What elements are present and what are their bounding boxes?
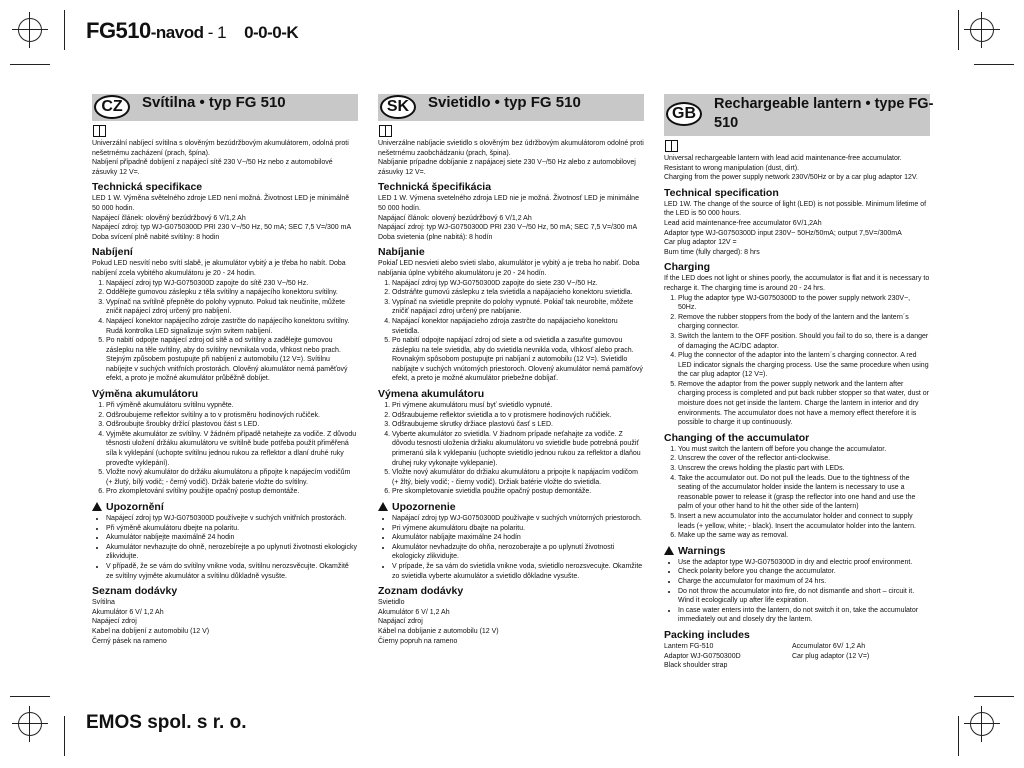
warning-title: Warnings <box>678 544 726 557</box>
section-header-cz <box>92 94 358 121</box>
spec-line: Napájecí zdroj: typ WJ-G0750300D PRI 230 V~/50 Hz, 50 mA; SEC 7,5 V=/300 mA <box>92 224 352 232</box>
charging-heading: Charging <box>664 261 711 274</box>
warning-list <box>378 514 644 581</box>
intro-text: Universal rechargeable lantern with lead acid maintenance-free accumulator. Resistant to wrong manipulation (dust, dirt). <box>664 155 902 172</box>
charging-heading: Nabíjení <box>92 246 133 259</box>
list-item: 6. Pro zkompletování svítilny použijte opačný postup demontáže. <box>106 487 358 497</box>
list-item: 3. Vypínač na svietidle prepnite do polohy vypnuté. Pokiaľ tak neurobíte, môžete zničiť napájací zdroj určený pre nabíjanie. <box>392 298 644 317</box>
spec-line: LED 1 W. Výmena svetelného zdroja LED nie je možná. Životnosť LED je minimálne 50 000 hodín. <box>378 195 639 212</box>
section-header-gb <box>664 94 934 136</box>
intro-text: Univerzální nabíjecí svítilna s olověným bezúdržbovým akumulátorem, odolná proti nešetrnému zacházení (prach, špína). <box>92 140 349 157</box>
warning-heading <box>92 501 358 513</box>
list-item: • Pri výmene akumulátoru dbajte na polaritu. <box>392 524 644 534</box>
battery-heading: Výměna akumulátoru <box>92 388 199 401</box>
column-cz <box>92 94 358 646</box>
package-item: Svítilna <box>92 599 115 607</box>
spec-heading: Technická špecifikácia <box>378 181 492 194</box>
intro-text: Charging from the power supply network 230V/50Hz or by a car plug adaptor 12V. <box>664 174 918 182</box>
model-name: FG510 <box>86 18 151 43</box>
crop-line <box>10 696 50 697</box>
book-icon <box>665 140 678 152</box>
intro-text: Univerzálne nabíjacie svietidlo s olověným bez údržbovým akumulátorom odolné proti nešetrnému zaobchádzaniu (prach, špina). <box>378 140 644 157</box>
spec-line: Doba svietenia (plne nabitá): 8 hodín <box>378 233 493 241</box>
package-heading: Seznam dodávky <box>92 585 178 598</box>
crop-line <box>64 10 65 50</box>
lang-badge-cz: CZ <box>94 95 130 119</box>
list-item: 5. Remove the adaptor from the power supply network and the lantern after charging process is completed and put back rubber stopper so that water, dust or moisture does not get inside the lantern. Charge the lantern in interior and dry environments. The accumulator does not have a memory effect therefore it is possible to charge it up continuously. <box>678 380 930 428</box>
list-item: • V případě, že se vám do svítilny vnikne voda, svítilnu nerozsvěcujte. Okamžitě ze svítilny vyjměte akumulátor a svítilnu důkladně vysušte. <box>106 562 358 581</box>
warning-icon <box>378 502 388 511</box>
package-item: Napájací zdroj <box>378 618 423 626</box>
list-item: 3. Odšraubujeme skrutky držiace plastovú časť s LED. <box>392 420 644 430</box>
section-header-sk <box>378 94 644 121</box>
list-item: • Charge the accumulator for maximum of 24 hrs. <box>678 577 930 587</box>
package-item: Napájecí zdroj <box>92 618 137 626</box>
list-item: 5. Vložte nový akumulátor do držiaku akumulátoru a pripojte k napájacím vodičom (+ žltý, biely vodič; - čierny vodič). Držiak batérie vložte do svietidla. <box>392 468 644 487</box>
package-heading: Packing includes <box>664 628 750 641</box>
warning-heading <box>664 545 930 557</box>
list-item: 1. Plug the adaptor type WJ-G0750300D to the power supply network 230V~, 50Hz. <box>678 294 930 313</box>
package-item: Kábel na dobíjanie z automobilu (12 V) <box>378 627 499 635</box>
package-item: Black shoulder strap <box>664 662 728 670</box>
spec-line: Napájecí článek: olověný bezúdržbový 6 V/1,2 Ah <box>92 214 246 222</box>
list-item: 1. Napájací zdroj typ WJ-G0750300D zapojte do siete 230 V~/50 Hz. <box>392 279 644 289</box>
list-item: 3. Odšroubujte šroubky držící plastovou část s LED. <box>106 420 358 430</box>
lang-badge-sk: SK <box>380 95 416 119</box>
lang-badge-gb: GB <box>666 102 702 126</box>
list-item: 1. Napájecí zdroj typ WJ-G0750300D zapojte do sítě 230 V~/50 Hz. <box>106 279 358 289</box>
list-item: 2. Unscrew the cover of the reflector anti-clockwise. <box>678 454 930 464</box>
spec-line: Lead acid maintenance-free accumulator 6V/1,2Ah <box>664 219 822 227</box>
title-suffix: -navod <box>150 23 204 42</box>
list-item: 1. Při výměně akumulátoru svítilnu vypněte. <box>106 401 358 411</box>
warning-list <box>664 558 930 625</box>
list-item: • Napájecí zdroj typ WJ-G0750300D používejte v suchých vnitřních prostorách. <box>106 514 358 524</box>
spec-line: Napájací zdroj: typ WJ-G0750300D PRI 230 V~/50 Hz, 50 mA; SEC 7,5 V=/300 mA <box>378 224 638 232</box>
page-title <box>86 18 298 44</box>
list-item: 1. Pri výmene akumulátoru musí byť svietidlo vypnuté. <box>392 401 644 411</box>
list-item: • Do not throw the accumulator into fire, do not dismantle and short – circuit it. Wind it ecologically up after life expiration. <box>678 587 930 606</box>
list-item: • Při výměně akumulátoru dbejte na polaritu. <box>106 524 358 534</box>
list-item: 3. Unscrew the crews holding the plastic part with LEDs. <box>678 464 930 474</box>
list-item: 2. Remove the rubber stoppers from the body of the lantern and the lantern´s charging connector. <box>678 313 930 332</box>
charging-intro: Pokud LED nesvítí nebo svítí slabě, je akumulátor vybitý a je třeba ho nabít. Doba nabíjení zcela vybitého akumulátoru je 20 - 24 hodin. <box>92 260 346 277</box>
registration-mark-top-left <box>12 12 48 48</box>
package-col-left <box>664 642 792 671</box>
crop-line <box>958 10 959 50</box>
package-item: Akumulátor 6 V/ 1,2 Ah <box>92 608 164 616</box>
crop-line <box>974 64 1014 65</box>
doc-code: 0-0-0-K <box>244 23 299 42</box>
list-item: 4. Napájací konektor napájacieho zdroja zastrčte do napájacieho konektoru svietidla. <box>392 317 644 336</box>
battery-steps <box>664 445 930 541</box>
spec-line: Adaptor type WJ-G0750300D input 230V~ 50Hz/50mA; output 7,5V=/300mA <box>664 229 902 237</box>
package-item: Černý pásek na rameno <box>92 637 167 645</box>
battery-steps <box>92 401 358 497</box>
charging-steps <box>378 279 644 385</box>
spec-heading: Technical specification <box>664 186 779 199</box>
list-item: 5. Po nabití odpojte napájecí zdroj od sítě a od svítilny a zadělejte gumovou záslepku na těle svítilny, aby do svítilny nevnikala voda, vlhkost nebo prach. Stejným způsobem postupujte při nabíjení z automobilu (12 V=). Svítilnu nabíjejte v suchých vnitřních prostorách. Olověný akumulátor nemá paměťový efekt, a proto je možné akumulátor průběžně dobíjet. <box>106 336 358 384</box>
package-col-right <box>792 642 920 671</box>
spec-line: Burn time (fully charged): 8 hrs <box>664 248 760 256</box>
charging-steps <box>664 294 930 428</box>
intro-text: Nabíjanie prípadne dobíjanie z napájacej siete 230 V~/50 Hz alebo z automobilovej zásuvky 12 V=. <box>378 159 636 176</box>
list-item: • Akumulátor nevhadzujte do ohňa, nerozoberajte a po uplynutí životnosti ekologicky zlikvidujte. <box>392 543 644 562</box>
warning-title: Upozornění <box>106 501 164 513</box>
charging-heading: Nabíjanie <box>378 246 425 259</box>
list-item: 5. Vložte nový akumulátor do držáku akumulátoru a připojte k napájecím vodičům (+ žlutý, bílý vodič; - černý vodič). Držák baterie vložte do svítilny. <box>106 468 358 487</box>
list-item: • Check polarity before you change the accumulator. <box>678 567 930 577</box>
charging-intro: If the LED does not light or shines poorly, the accumulator is flat and it is necessary to recharge it. The charging time is around 20 - 24 hrs. <box>664 275 930 292</box>
list-item: 5. Po nabití odpojte napájací zdroj od siete a od svietidla a zasuňte gumovou záslepku na tele svietidla, aby do svietidla nevnikla voda, vlhkosť alebo prach. Rovnakým spôsobom postupujte pri nabíjaní z automobilu (12 V=). Svietidlo nabíjajte v suchých vnútorných priestoroch. Olovený akumulátor nemá pamäťový efekt, a preto je možné akumulátor priebežne dobíjať. <box>392 336 644 384</box>
list-item: 4. Vyberte akumulátor zo svietidla. V žiadnom prípade neťahajte za vodiče. Z dôvodu tesnosti uloženia držiaku akumulátoru vo svietidle bude potrebná použiť primeranú sila k vyklepaniu (uchopte svietidlo jednou rukou za reflektor a dlaňou druhej ruky vykonajte vyklepanie). <box>392 430 644 468</box>
battery-steps <box>378 401 644 497</box>
list-item: 3. Vypínač na svítilně přepněte do polohy vypnuto. Pokud tak neučiníte, můžete zničit napájecí zdroj určený pro nabíjení. <box>106 298 358 317</box>
list-item: 2. Oddělejte gumovou záslepku z těla svítilny a napájecího konektoru svítilny. <box>106 288 358 298</box>
list-item: • Akumulátor nabíjajte maximálne 24 hodín <box>392 533 644 543</box>
list-item: 4. Plug the connector of the adaptor into the lantern´s charging connector. A red LED indicator signals the charging process. Use the same procedure when using the car plug adaptor (12 V=). <box>678 351 930 380</box>
section-title-gb: Rechargeable lantern • type FG-510 <box>714 96 934 131</box>
section-title-sk: Svietidlo • typ FG 510 <box>428 94 581 111</box>
spec-heading: Technická specifikace <box>92 181 203 194</box>
section-title-cz: Svítilna • typ FG 510 <box>142 94 286 111</box>
list-item: • In case water enters into the lantern, do not switch it on, take the accumulator immediately out and closely dry the lantern. <box>678 606 930 625</box>
package-heading: Zoznam dodávky <box>378 585 464 598</box>
column-sk <box>378 94 644 646</box>
package-item: Svietidlo <box>378 599 405 607</box>
list-item: 4. Vyjměte akumulátor ze svítilny. V žádném případě netahejte za vodiče. Z důvodu těsnosti uložení držáku akumulátoru ve svítilně bude potřeba použít přiměřená síla k vyklepání (uchopte svítilnu jednou rukou za reflektor a dlaní druhé ruky proveďte vyklepání). <box>106 430 358 468</box>
list-item: 6. Pre skompletovanie svietidla použite opačný postup demontáže. <box>392 487 644 497</box>
list-item: • Use the adaptor type WJ-G0750300D in dry and electric proof environment. <box>678 558 930 568</box>
battery-heading: Changing of the accumulator <box>664 431 810 444</box>
page-number: - 1 <box>203 23 227 42</box>
charging-steps <box>92 279 358 385</box>
list-item: 2. Odšraubujeme reflektor svietidla a to v protismere hodinových ručičiek. <box>392 411 644 421</box>
spec-line: LED 1 W. Výměna světelného zdroje LED není možná. Životnost LED je minimálně 50 000 hodin. <box>92 195 350 212</box>
list-item: 1. You must switch the lantern off before you change the accumulator. <box>678 445 930 455</box>
crop-line <box>64 716 65 756</box>
package-item: Accumulator 6V/ 1,2 Ah <box>792 642 866 650</box>
list-item: 3. Switch the lantern to the OFF position. Should you fail to do so, there is a danger of damaging the AC/DC adaptor. <box>678 332 930 351</box>
column-gb <box>664 94 934 671</box>
warning-heading <box>378 501 644 513</box>
package-item: Adaptor WJ-G0750300D <box>664 652 741 660</box>
spec-line: Doba svícení plně nabité svítilny: 8 hodin <box>92 233 220 241</box>
list-item: • Akumulátor nevhazujte do ohně, nerozebírejte a po uplynutí životnosti ekologicky zlikvidujte. <box>106 543 358 562</box>
registration-mark-top-right <box>964 12 1000 48</box>
list-item: 6. Make up the same way as removal. <box>678 531 930 541</box>
crop-line <box>974 696 1014 697</box>
list-item: 5. Insert a new accumulator into the accumulator holder and connect to supply leads (+ yellow, white; - black). Insert the accumulator holder into the lantern. <box>678 512 930 531</box>
warning-title: Upozornenie <box>392 501 456 513</box>
warning-icon <box>664 546 674 555</box>
registration-mark-bottom-right <box>964 706 1000 742</box>
registration-mark-bottom-left <box>12 706 48 742</box>
crop-line <box>10 64 50 65</box>
package-item: Car plug adaptor (12 V=) <box>792 652 870 660</box>
list-item: • Napájací zdroj typ WJ-G0750300D používajte v suchých vnútorných priestoroch. <box>392 514 644 524</box>
spec-line: LED 1W. The change of the source of light (LED) is not possible. Minimum lifetime of the LED is 50 000 hours. <box>664 200 927 218</box>
book-icon <box>379 125 392 137</box>
spec-line: Napájací článok: olovený bezúdržbový 6 V/1,2 Ah <box>378 214 532 222</box>
warning-list <box>92 514 358 581</box>
package-item: Akumulátor 6 V/ 1,2 Ah <box>378 608 450 616</box>
book-icon <box>93 125 106 137</box>
warning-icon <box>92 502 102 511</box>
package-item: Lantern FG-510 <box>664 642 714 650</box>
company-footer: EMOS spol. s r. o. <box>86 712 247 733</box>
list-item: 4. Napájecí konektor napájecího zdroje zastrčte do napájecího konektoru svítilny. Rudá kontrolka LED signalizuje svým svitem nabíjení. <box>106 317 358 336</box>
spec-line: Car plug adaptor 12V = <box>664 239 737 247</box>
crop-line <box>958 716 959 756</box>
list-item: 2. Odstráňte gumovú záslepku z tela svietidla a napájacieho konektoru svietidla. <box>392 288 644 298</box>
battery-heading: Výmena akumulátoru <box>378 388 485 401</box>
list-item: 2. Odšroubujeme reflektor svítilny a to v protisměru hodinových ručiček. <box>106 411 358 421</box>
package-item: Kabel na dobíjení z automobilu (12 V) <box>92 627 210 635</box>
charging-intro: Pokiaľ LED nesvieti alebo svieti slabo, akumulátor je vybitý a je treba ho nabiť. Doba nabíjania úplne vybitého akumulátoru je 20 - 24 hodín. <box>378 260 640 277</box>
list-item: 4. Take the accumulator out. Do not pull the leads. Due to the tightness of the seating of the accumulator holder inside the lantern is necessary to use a reasonable power to release it (grasp the reflector into one hand and use the palm of your other hand to hit the other side of the lantern) <box>678 474 930 512</box>
package-list <box>664 642 930 671</box>
intro-text: Nabíjení případně dobíjení z napájecí sítě 230 V~/50 Hz nebo z automobilové zásuvky 12 V=. <box>92 159 333 176</box>
list-item: • V prípade, že sa vám do svietidla vnikne voda, svietidlo nerozsvecujte. Okamžite zo svietidla vyberte akumulátor a svietidlo dôkladne vysušte. <box>392 562 644 581</box>
list-item: • Akumulátor nabíjejte maximálně 24 hodin <box>106 533 358 543</box>
package-item: Čierny popruh na rameno <box>378 637 458 645</box>
